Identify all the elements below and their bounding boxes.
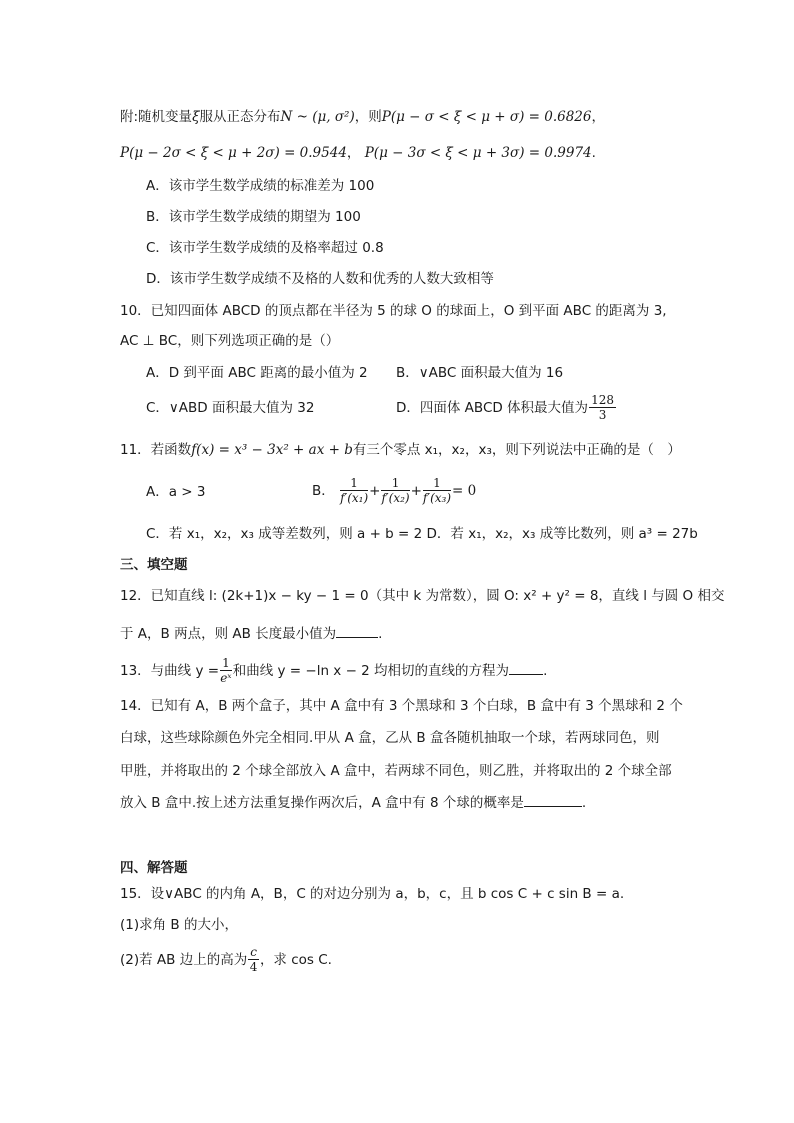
comma: ， [591, 109, 605, 125]
equals-zero: = 0 [452, 483, 477, 499]
part2-pre: (2)若 AB 边上的高为 [120, 952, 248, 968]
fraction-numerator: 128 [591, 393, 614, 407]
fraction-denominator: f′(x₂) [381, 491, 410, 505]
q9-option-c: C．该市学生数学成绩的及格率超过 0.8 [146, 240, 384, 256]
fraction-2 [381, 476, 409, 506]
fraction-denominator: 4 [249, 960, 258, 974]
appendix-text: 附:随机变量 [120, 109, 193, 125]
fraction-numerator: 1 [222, 656, 230, 670]
comma: ， [346, 145, 361, 161]
fraction-denominator: 3 [598, 408, 607, 422]
appendix-text-3: ，则 [354, 109, 382, 125]
section-3-heading: 三、填空题 [120, 557, 188, 573]
q13-pre: 13．与曲线 y = [120, 663, 220, 679]
q14-line-3: 甲胜，并将取出的 2 个球全部放入 A 盒中，若两球不同色，则乙胜，并将取出的 2 个球全部 [120, 763, 672, 779]
period: . [581, 795, 587, 811]
q10-option-b: B．∨ABC 面积最大值为 16 [396, 365, 564, 381]
q13-post: 和曲线 y = −ln x − 2 均相切的直线的方程为 [232, 663, 510, 679]
q13-fraction [220, 656, 232, 686]
q9-option-b: B．该市学生数学成绩的期望为 100 [146, 209, 361, 225]
q14-line-4 [120, 792, 586, 813]
q10-option-a: A．D 到平面 ABC 距离的最小值为 2 [146, 365, 368, 381]
xi-symbol: ξ [192, 109, 200, 125]
fraction-numerator: 1 [423, 476, 451, 491]
q15-part-2 [120, 942, 332, 978]
option-d-text: D．四面体 ABCD 体积最大值为 [396, 400, 589, 416]
prob-2sigma: P(μ − 2σ < ξ < μ + 2σ) = 0.9544 [120, 145, 347, 161]
fraction-numerator: 1 [381, 476, 409, 491]
q10-option-d [396, 391, 617, 425]
part2-post: ，求 cos C. [259, 952, 332, 968]
q10-stem-1: 10．已知四面体 ABCD 的顶点都在半径为 5 的球 O 的球面上，O 到平面 ABC 的距离为 3, [120, 303, 667, 319]
answer-blank[interactable] [524, 792, 582, 807]
q9-option-a: A．该市学生数学成绩的标准差为 100 [146, 178, 375, 194]
q14-line-1: 14．已知有 A，B 两个盒子，其中 A 盒中有 3 个黑球和 3 个白球，B 盒中有 3 个黑球和 2 个 [120, 698, 683, 714]
q11-stem [120, 440, 681, 460]
q15-stem: 15．设∨ABC 的内角 A，B，C 的对边分别为 a，b，c，且 b cos C + c sin B = a. [120, 886, 625, 902]
fraction-3 [423, 476, 451, 506]
q14-text: 放入 B 盒中.按上述方法重复操作两次后，A 盒中有 8 个球的概率是 [120, 795, 524, 811]
q9-appendix-line1 [120, 107, 605, 127]
normal-dist: N ~ (μ, σ²) [280, 109, 355, 125]
q10-option-c: C．∨ABD 面积最大值为 32 [146, 400, 315, 416]
q12-text: 于 A，B 两点，则 AB 长度最小值为 [120, 626, 337, 642]
option-b-label: B． [312, 483, 335, 499]
volume-fraction [589, 393, 616, 423]
appendix-text-2: 服从正态分布 [199, 109, 281, 125]
fraction-denominator: eˣ [220, 671, 232, 685]
period: . [591, 145, 596, 161]
prob-1sigma: P(μ − σ < ξ < μ + σ) = 0.6826 [381, 109, 592, 125]
period: . [378, 626, 383, 642]
q10-stem-2: AC ⊥ BC，则下列选项正确的是（） [120, 333, 340, 349]
section-4-heading: 四、解答题 [120, 860, 188, 876]
q12-line-2 [120, 623, 382, 644]
prob-3sigma: P(μ − 3σ < ξ < μ + 3σ) = 0.9974 [364, 145, 592, 161]
q11-option-b: B． $\frac{1}{\text{f′(x₁)}}$ + $\frac{1}{\text{f′(x₂)}}$ + $\frac{1}{\text{f′(x₃)}}$ = 0 [312, 476, 477, 505]
q9-appendix-line2 [120, 143, 596, 163]
answer-blank[interactable] [509, 660, 543, 675]
fraction-numerator: c [250, 945, 257, 959]
fraction-denominator: f′(x₁) [340, 491, 369, 505]
q15-part-1: (1)求角 B 的大小， [120, 917, 238, 933]
fraction-denominator: f′(x₃) [422, 491, 452, 505]
fraction-numerator: 1 [340, 476, 368, 491]
q12-line-1: 12．已知直线 l: (2k+1)x − ky − 1 = 0（其中 k 为常数），圆 O: x² + y² = 8，直线 l 与圆 O 相交 [120, 588, 725, 604]
q14-line-2: 白球，这些球除颜色外完全相同.甲从 A 盒，乙从 B 盒各随机抽取一个球，若两球同色，则 [120, 730, 660, 746]
q11-options-cd: C．若 x₁，x₂，x₃ 成等差数列，则 a + b = 2 D．若 x₁，x₂，x₃ 成等比数列，则 a³ = 27b [146, 526, 698, 542]
q11-option-a: A．a > 3 [146, 484, 206, 500]
stem-pre: 11．若函数 [120, 442, 192, 458]
stem-post: 有三个零点 x₁，x₂，x₃，则下列说法中正确的是（ ） [352, 442, 681, 458]
height-fraction [248, 945, 259, 975]
period: . [543, 663, 548, 679]
answer-blank[interactable] [336, 623, 378, 638]
q9-option-d: D．该市学生数学成绩不及格的人数和优秀的人数大致相等 [146, 271, 494, 287]
q13-line [120, 652, 547, 690]
function-expr: f(x) = x³ − 3x² + ax + b [191, 442, 353, 458]
fraction-1 [340, 476, 368, 506]
